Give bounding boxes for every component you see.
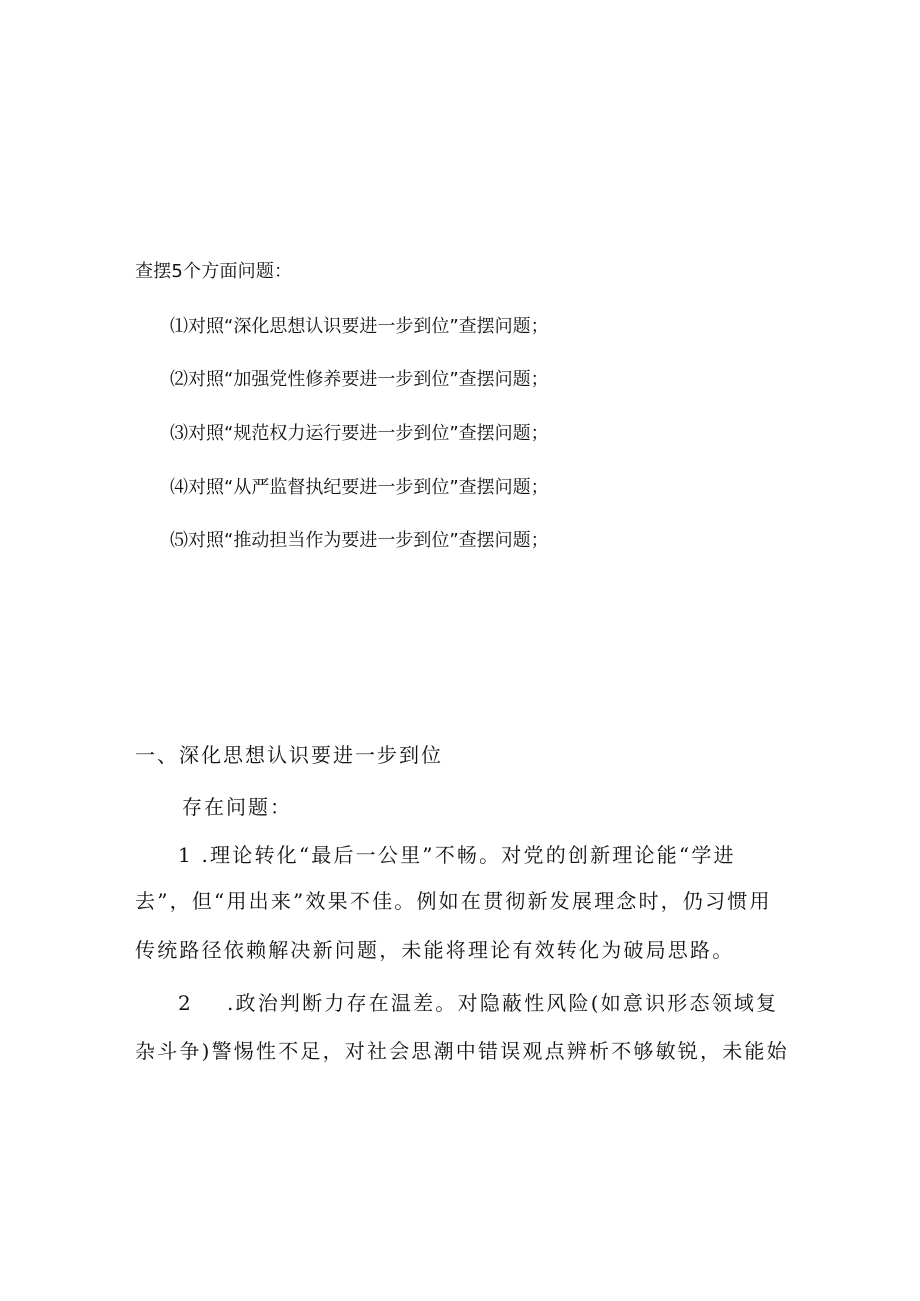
paragraph-line: 去”，但“用出来”效果不佳。例如在贯彻新发展理念时，仍习惯用 xyxy=(135,889,772,913)
problems-label: 存在问题： xyxy=(182,795,292,819)
section-title: 一、深化思想认识要进一步到位 xyxy=(135,743,443,767)
list-item: ⑴对照“深化思想认识要进一步到位”查摆问题； xyxy=(170,316,549,337)
list-item: ⑷对照“从严监督执纪要进一步到位”查摆问题； xyxy=(170,477,549,498)
paragraph-line xyxy=(178,993,778,1013)
list-item: ⑵对照“加强党性修养要进一步到位”查摆问题； xyxy=(170,369,549,390)
list-item: ⑸对照“推动担当作为要进一步到位”查摆问题； xyxy=(170,530,549,551)
paragraph-line: 传统路径依赖解决新问题，未能将理论有效转化为破局思路。 xyxy=(135,938,735,962)
point-number: 2 xyxy=(178,991,193,1015)
list-heading: 查摆5个方面问题： xyxy=(135,261,293,282)
paragraph-line: 1 .理论转化“最后一公里”不畅。对党的创新理论能“学进 xyxy=(178,843,736,867)
paragraph-line: 杂斗争)警惕性不足，对社会思潮中错误观点辨析不够敏锐，未能始 xyxy=(135,1039,789,1063)
list-item: ⑶对照“规范权力运行要进一步到位”查摆问题； xyxy=(170,423,549,444)
point-text: .政治判断力存在温差。对隐蔽性风险(如意识形态领域复 xyxy=(226,991,779,1015)
